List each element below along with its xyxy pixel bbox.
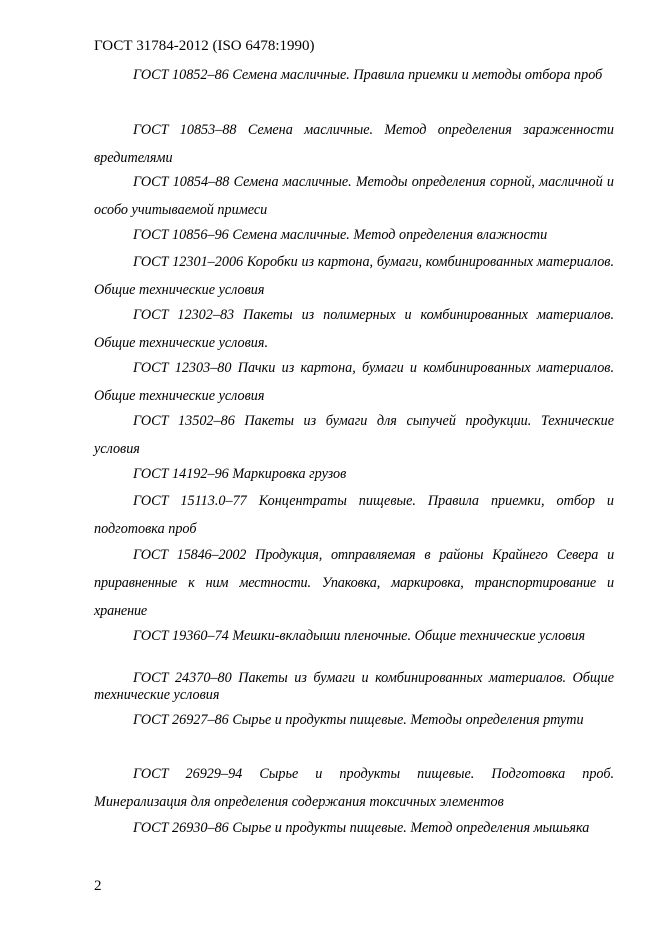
standard-title: Пачки из картона, бумаги и комбинированных материалов. Общие технические условия	[94, 360, 615, 404]
document-header: ГОСТ 31784-2012 (ISO 6478:1990)	[94, 38, 315, 54]
standard-code: ГОСТ 10856–96	[133, 227, 229, 243]
standard-title: Коробки из картона, бумаги, комбинированных материалов. Общие технические условия	[94, 254, 615, 298]
reference-entry	[94, 706, 614, 734]
standard-title: Пакеты из бумаги для сыпучей продукции. Технические условия	[94, 413, 614, 457]
standard-code: ГОСТ 12303–80	[133, 360, 232, 376]
reference-entry	[94, 460, 614, 488]
standard-code: ГОСТ 14192–96	[133, 466, 229, 482]
reference-entry	[94, 168, 614, 224]
standard-code: ГОСТ 10852–86	[133, 67, 229, 83]
standard-title: Сырье и продукты пищевые. Метод определения мышьяка	[232, 820, 590, 836]
standard-title: Сырье и продукты пищевые. Подготовка проб. Минерализация для определения содержания токсичных элементов	[94, 766, 615, 810]
reference-entry	[94, 248, 614, 304]
standard-code: ГОСТ 12302–83	[133, 307, 235, 323]
standard-title: Маркировка грузов	[232, 466, 347, 482]
standard-title: Сырье и продукты пищевые. Методы определения ртути	[232, 712, 584, 728]
standard-title: Продукция, отправляемая в районы Крайнего Севера и приравненные к ним местности. Упаковка, маркировка, транспортирование и хранение	[94, 547, 615, 619]
reference-entry	[94, 301, 614, 357]
reference-entry	[94, 116, 614, 172]
reference-entry	[94, 670, 614, 704]
standard-title: Концентраты пищевые. Правила приемки, отбор и подготовка проб	[94, 493, 614, 537]
standard-code: ГОСТ 26930–86	[133, 820, 229, 836]
standard-title: Пакеты из бумаги и комбинированных материалов. Общие технические условия	[94, 670, 615, 703]
standard-code: ГОСТ 15113.0–77	[133, 493, 247, 509]
reference-entry	[94, 487, 614, 543]
reference-entry	[94, 628, 614, 645]
reference-entry	[94, 541, 614, 625]
standard-title: Семена масличные. Правила приемки и методы отбора проб	[232, 67, 603, 83]
reference-entry	[94, 61, 614, 91]
reference-entry	[94, 354, 614, 410]
standard-title: Пакеты из полимерных и комбинированных материалов. Общие технические условия.	[94, 307, 614, 351]
standard-code: ГОСТ 24370–80	[133, 670, 232, 686]
standard-code: ГОСТ 15846–2002	[133, 547, 247, 563]
standard-code: ГОСТ 10853–88	[133, 122, 237, 138]
standard-code: ГОСТ 12301–2006	[133, 254, 244, 270]
standard-code: ГОСТ 26929–94	[133, 766, 243, 782]
standard-title: Мешки-вкладыши пленочные. Общие технические условия	[232, 628, 586, 644]
reference-entry	[94, 407, 614, 463]
standard-title: Семена масличные. Метод определения влажности	[232, 227, 548, 243]
standard-title: Семена масличные. Метод определения зараженности вредителями	[94, 122, 615, 166]
standard-code: ГОСТ 19360–74	[133, 628, 229, 644]
standard-code: ГОСТ 26927–86	[133, 712, 229, 728]
standard-title: Семена масличные. Методы определения сорной, масличной и особо учитываемой примеси	[94, 174, 615, 218]
page-number: 2	[94, 878, 102, 894]
standard-code: ГОСТ 13502–86	[133, 413, 235, 429]
standard-code: ГОСТ 10854–88	[133, 174, 230, 190]
reference-entry	[94, 760, 614, 816]
reference-entry	[94, 814, 614, 842]
reference-entry	[94, 221, 614, 249]
